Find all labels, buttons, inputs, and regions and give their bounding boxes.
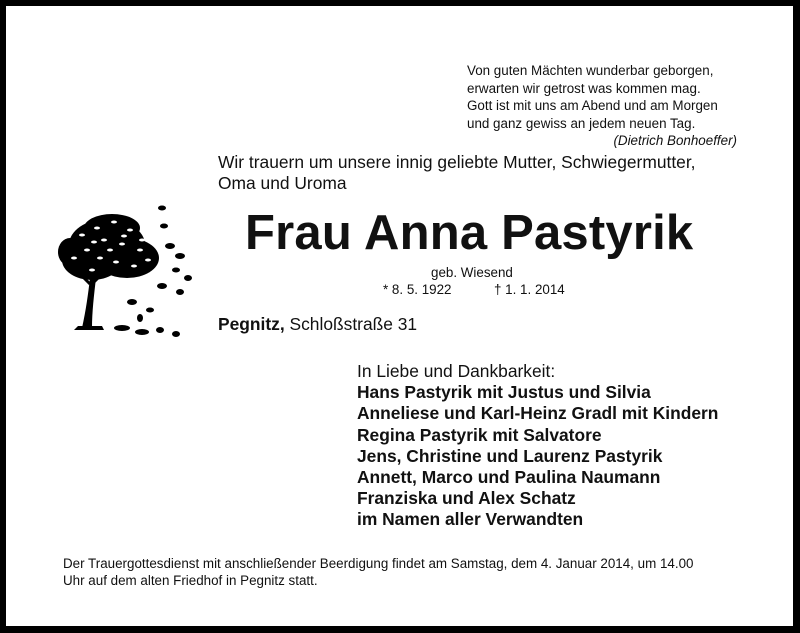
deceased-name: Frau Anna Pastyrik — [245, 206, 694, 260]
mourner-entry: Annett, Marco und Paulina Naumann — [357, 467, 661, 488]
birth-date: * 8. 5. 1922 — [383, 282, 452, 297]
mourner-entry: im Namen aller Verwandten — [357, 509, 584, 530]
mourner-entry: Anneliese und Karl-Heinz Gradl mit Kindern — [357, 403, 719, 424]
quote-line: Von guten Mächten wunderbar geborgen, — [467, 63, 714, 78]
windblown-tree-icon — [52, 200, 192, 340]
intro-line: Oma und Uroma — [218, 173, 347, 193]
mourners-list — [357, 361, 718, 531]
bonhoeffer-quote — [467, 62, 757, 150]
mourners-heading: In Liebe und Dankbarkeit: — [357, 361, 556, 381]
quote-line: Gott ist mit uns am Abend und am Morgen — [467, 98, 718, 113]
address-city: Pegnitz, — [218, 314, 285, 334]
maiden-name: geb. Wiesend — [431, 265, 513, 280]
mourner-entry: Jens, Christine und Laurenz Pastyrik — [357, 445, 663, 466]
quote-author: (Dietrich Bonhoeffer) — [613, 133, 737, 148]
intro-line: Wir trauern um unsere innig geliebte Mutter, Schwiegermutter, — [218, 152, 696, 172]
address — [218, 313, 417, 335]
funeral-service-info — [63, 555, 693, 589]
life-dates — [383, 282, 565, 298]
quote-line: erwarten wir getrost was kommen mag. — [467, 80, 701, 96]
mourner-entry: Regina Pastyrik mit Salvatore — [357, 424, 602, 445]
address-street: Schloßstraße 31 — [284, 314, 418, 334]
mourning-intro — [218, 152, 696, 194]
footer-line: Uhr auf dem alten Friedhof in Pegnitz statt. — [63, 573, 318, 588]
quote-line: und ganz gewiss an jedem neuen Tag. — [467, 115, 696, 131]
mourner-entry: Hans Pastyrik mit Justus und Silvia — [357, 382, 651, 403]
death-date: † 1. 1. 2014 — [494, 282, 565, 297]
footer-line: Der Trauergottesdienst mit anschließender Beerdigung findet am Samstag, dem 4. Januar 2014, um 14.00 — [63, 556, 694, 571]
mourner-entry: Franziska und Alex Schatz — [357, 488, 576, 509]
